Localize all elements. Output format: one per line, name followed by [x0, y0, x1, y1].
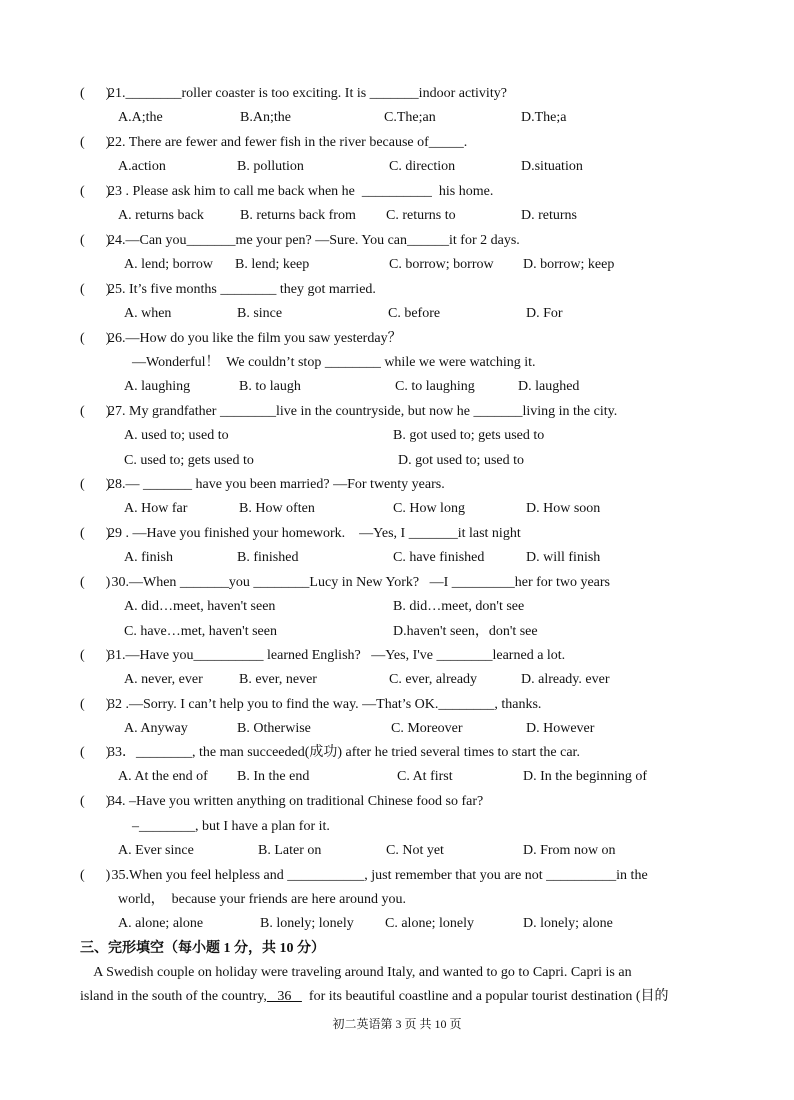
q24-option-b: B. lend; keep [235, 257, 310, 272]
answer-bracket: ( ) [80, 697, 111, 712]
q23-option-b: B. returns back from [240, 208, 356, 223]
page-footer: 初二英语第 3 页 共 10 页 [332, 1017, 462, 1031]
q33-option-d: D. In the beginning of [523, 769, 648, 784]
section-3-heading: 三、完形填空（每小题 1 分，共 10 分） [80, 941, 325, 956]
answer-bracket: ( ) [80, 135, 111, 150]
q32-option-d: D. However [526, 721, 595, 736]
q26-option-d: D. laughed [518, 379, 580, 394]
q21-option-c: C.The;an [384, 110, 436, 125]
q33-option-b: B. In the end [237, 769, 310, 784]
answer-bracket: ( ) [80, 526, 111, 541]
answer-bracket: ( ) [80, 745, 111, 760]
q32-option-b: B. Otherwise [237, 721, 311, 736]
q27-option-c: C. used to; gets used to [124, 453, 254, 468]
q29-option-b: B. finished [237, 550, 299, 565]
answer-bracket: ( ) [80, 282, 111, 297]
q35-option-a: A. alone; alone [118, 916, 204, 931]
q22-option-c: C. direction [389, 159, 456, 174]
question-31-stem: 31.—Have you__________ learned English? —Yes, I've ________learned a lot. [108, 648, 566, 663]
answer-bracket: ( ) [80, 868, 111, 883]
question-34-stem: 34. –Have you written anything on traditional Chinese food so far? [108, 794, 484, 809]
q21-option-a: A.A;the [118, 110, 163, 125]
q25-option-a: A. when [124, 306, 172, 321]
q32-option-c: C. Moreover [391, 721, 463, 736]
q29-option-d: D. will finish [526, 550, 601, 565]
q29-option-a: A. finish [124, 550, 173, 565]
answer-bracket: ( ) [80, 477, 111, 492]
q27-option-d: D. got used to; used to [398, 453, 524, 468]
q32-option-a: A. Anyway [124, 721, 188, 736]
answer-bracket: ( ) [80, 575, 111, 590]
q21-option-b: B.An;the [240, 110, 291, 125]
question-30-stem: 30.—When _______you ________Lucy in New York? —I _________her for two years [108, 575, 610, 590]
q33-option-c: C. At first [397, 769, 453, 784]
q24-option-c: C. borrow; borrow [389, 257, 494, 272]
question-33-stem: 33．________, the man succeeded(成功) after he tried several times to start the car. [108, 745, 580, 760]
q26-option-b: B. to laugh [239, 379, 301, 394]
q34-option-c: C. Not yet [386, 843, 444, 858]
cloze-blank-36: 36 [266, 989, 302, 1004]
q31-option-c: C. ever, already [389, 672, 478, 687]
q21-option-d: D.The;a [521, 110, 567, 125]
q35-option-b: B. lonely; lonely [260, 916, 354, 931]
answer-bracket: ( ) [80, 794, 111, 809]
q23-option-d: D. returns [521, 208, 577, 223]
q22-option-d: D.situation [521, 159, 583, 174]
q22-option-a: A.action [118, 159, 166, 174]
answer-bracket: ( ) [80, 404, 111, 419]
q30-option-b: B. did…meet, don't see [393, 599, 525, 614]
q34-option-d: D. From now on [523, 843, 616, 858]
q31-option-d: D. already. ever [521, 672, 610, 687]
question-27-stem: 27. My grandfather ________live in the countryside, but now he _______living in the city. [108, 404, 618, 419]
question-34-line2: –________, but I have a plan for it. [132, 819, 330, 834]
q25-option-d: D. For [526, 306, 563, 321]
q35-option-d: D. lonely; alone [523, 916, 613, 931]
question-35-line2: world， because your friends are here around you. [118, 892, 407, 907]
question-26-stem: 26.—How do you like the film you saw yesterday？ [108, 331, 402, 346]
q26-option-a: A. laughing [124, 379, 191, 394]
answer-bracket: ( ) [80, 233, 111, 248]
answer-bracket: ( ) [80, 184, 111, 199]
answer-bracket: ( ) [80, 86, 111, 101]
cloze-passage-text: island in the south of the country, [80, 989, 267, 1004]
question-32-stem: 32 .—Sorry. I can’t help you to find the way. —That’s OK.________, thanks. [108, 697, 542, 712]
question-28-stem: 28.— _______ have you been married? —For twenty years. [108, 477, 445, 492]
q28-option-c: C. How long [393, 501, 465, 516]
q23-option-c: C. returns to [386, 208, 456, 223]
question-21-stem: 21.________roller coaster is too exciting. It is _______indoor activity? [108, 86, 507, 101]
q35-option-c: C. alone; lonely [385, 916, 475, 931]
q28-option-d: D. How soon [526, 501, 601, 516]
question-24-stem: 24.—Can you_______me your pen? —Sure. You can______it for 2 days. [108, 233, 520, 248]
q24-option-d: D. borrow; keep [523, 257, 615, 272]
q22-option-b: B. pollution [237, 159, 304, 174]
answer-bracket: ( ) [80, 648, 111, 663]
cloze-passage-text: for its beautiful coastline and a popular tourist destination (目的 [301, 989, 669, 1004]
q30-option-c: C. have…met, haven't seen [124, 624, 277, 639]
q31-option-b: B. ever, never [239, 672, 317, 687]
q34-option-a: A. Ever since [118, 843, 194, 858]
q28-option-b: B. How often [239, 501, 315, 516]
question-35-stem: 35.When you feel helpless and ___________, just remember that you are not __________in the [108, 868, 648, 883]
q34-option-b: B. Later on [258, 843, 322, 858]
question-26-line2: —Wonderful！ We couldn’t stop ________ while we were watching it. [132, 355, 536, 370]
q33-option-a: A. At the end of [118, 769, 208, 784]
q28-option-a: A. How far [124, 501, 188, 516]
question-25-stem: 25. It’s five months ________ they got married. [108, 282, 376, 297]
q31-option-a: A. never, ever [124, 672, 203, 687]
q26-option-c: C. to laughing [395, 379, 475, 394]
q25-option-b: B. since [237, 306, 283, 321]
question-22-stem: 22. There are fewer and fewer fish in the river because of_____. [108, 135, 468, 150]
cloze-passage-line-2 [80, 988, 669, 1006]
q27-option-b: B. got used to; gets used to [393, 428, 545, 443]
q25-option-c: C. before [388, 306, 441, 321]
cloze-passage-line-1: A Swedish couple on holiday were traveling around Italy, and wanted to go to Capri. Capri is an [80, 965, 632, 980]
q29-option-c: C. have finished [393, 550, 485, 565]
answer-bracket: ( ) [80, 331, 111, 346]
question-29-stem: 29 . —Have you finished your homework. —Yes, I _______it last night [108, 526, 521, 541]
q27-option-a: A. used to; used to [124, 428, 229, 443]
q23-option-a: A. returns back [118, 208, 204, 223]
q30-option-d: D.haven't seen，don't see [393, 624, 538, 639]
question-23-stem: 23 . Please ask him to call me back when he __________ his home. [108, 184, 494, 199]
q24-option-a: A. lend; borrow [124, 257, 214, 272]
q30-option-a: A. did…meet, haven't seen [124, 599, 276, 614]
